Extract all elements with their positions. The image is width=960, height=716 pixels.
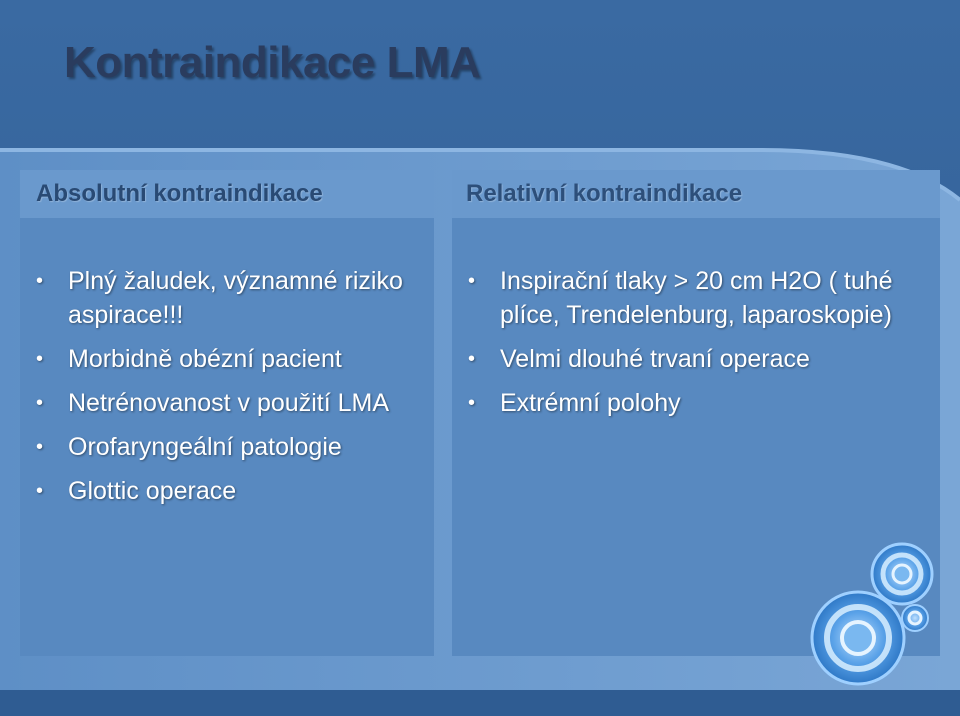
decorative-bubbles-icon	[800, 534, 950, 694]
list-item-text: Inspirační tlaky > 20 cm H2O ( tuhé plíce, Trendelenburg, laparoskopie)	[500, 267, 893, 329]
bullet-icon: •	[36, 270, 44, 292]
panel-header-text: Relativní kontraindikace	[466, 180, 743, 207]
medium-bubble-icon	[872, 544, 932, 604]
bullet-icon: •	[36, 392, 44, 414]
list-item	[32, 264, 424, 332]
list-item	[32, 474, 424, 508]
list-item	[464, 342, 930, 376]
slide-title: Kontraindikace LMA	[64, 38, 481, 87]
list-item-text: Plný žaludek, významné riziko aspirace!!!	[68, 267, 403, 329]
small-bubble-icon	[902, 605, 928, 631]
bullet-icon: •	[468, 392, 476, 414]
list-item-text: Netrénovanost v použití LMA	[68, 389, 389, 417]
list-item-text: Extrémní polohy	[500, 389, 681, 417]
list-item	[32, 386, 424, 420]
bullet-list	[32, 264, 424, 518]
panel-header-text: Absolutní kontraindikace	[36, 180, 323, 207]
bullet-icon: •	[36, 348, 44, 370]
bullet-icon: •	[36, 436, 44, 458]
bullet-icon: •	[468, 270, 476, 292]
panel-header	[20, 170, 434, 218]
list-item-text: Glottic operace	[68, 477, 237, 505]
list-item-text: Orofaryngeální patologie	[68, 433, 342, 461]
list-item-text: Morbidně obézní pacient	[68, 345, 342, 373]
large-bubble-icon	[812, 592, 904, 684]
absolute-contraindications-panel	[20, 170, 434, 656]
bullet-list	[464, 264, 930, 430]
list-item-text: Velmi dlouhé trvaní operace	[500, 345, 810, 373]
list-item	[32, 342, 424, 376]
bullet-icon: •	[468, 348, 476, 370]
bullet-icon: •	[36, 480, 44, 502]
list-item	[464, 386, 930, 420]
list-item	[32, 430, 424, 464]
panel-header	[452, 170, 940, 218]
list-item	[464, 264, 930, 332]
